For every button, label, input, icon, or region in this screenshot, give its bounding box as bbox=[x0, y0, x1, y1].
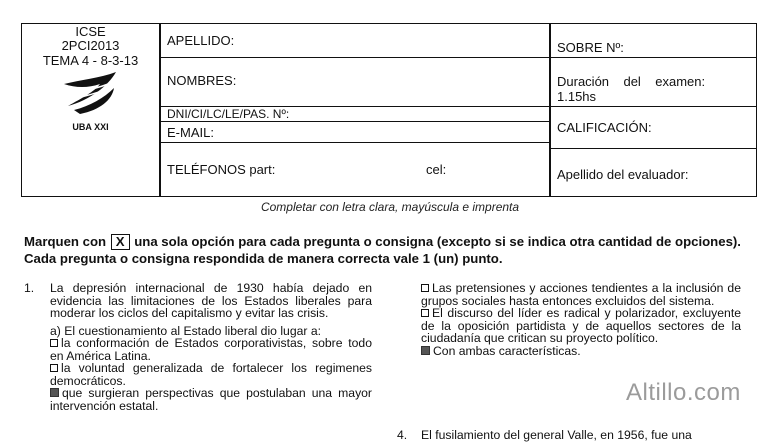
question-subitem: a) El cuestionamiento al Estado liberal dio lugar a: bbox=[50, 323, 321, 338]
question-number: 1. bbox=[24, 281, 35, 295]
evaluador-label: Apellido del evaluador: bbox=[557, 167, 689, 182]
checked-checkbox-icon[interactable] bbox=[50, 388, 59, 397]
instructions-part1: Marquen con bbox=[24, 234, 107, 249]
sobre-label: SOBRE Nº: bbox=[557, 40, 624, 55]
fill-instructions-note: Completar con letra clara, mayúscula e imprenta bbox=[260, 200, 520, 214]
option-item[interactable] bbox=[50, 337, 372, 362]
option-text: la conformación de Estados corporativistas, sobre todo en América Latina. bbox=[50, 336, 372, 363]
checkbox-icon[interactable] bbox=[421, 284, 429, 292]
option-item[interactable] bbox=[421, 307, 741, 345]
option-item[interactable] bbox=[50, 387, 372, 412]
dni-label: DNI/CI/LC/LE/PAS. Nº: bbox=[167, 107, 290, 121]
exam-instructions bbox=[24, 233, 756, 267]
option-text: que surgieran perspectivas que postulaban una mayor intervención estatal. bbox=[50, 386, 372, 413]
option-item[interactable] bbox=[421, 345, 741, 358]
email-label: E-MAIL: bbox=[167, 125, 214, 140]
table-divider bbox=[549, 57, 757, 58]
instructions-part2: una sola opción para cada pregunta o consigna (excepto si se indica otra cantidad de opciones). Cada pregunta o consigna respondida de manera correcta vale 1 (un) punto. bbox=[24, 234, 741, 266]
cel-label: cel: bbox=[426, 162, 447, 177]
checkbox-icon[interactable] bbox=[50, 364, 58, 372]
checkbox-icon[interactable] bbox=[421, 309, 429, 317]
watermark: Altillo.com bbox=[626, 379, 741, 406]
logo-caption: UBA XXI bbox=[72, 122, 109, 132]
calificacion-label: CALIFICACIÓN: bbox=[557, 120, 652, 135]
table-divider bbox=[159, 142, 549, 143]
question-4-text: El fusilamiento del general Valle, en 1956, fue una bbox=[421, 428, 692, 442]
option-text: Las pretensiones y acciones tendientes a la inclusión de grupos sociales hasta entonces excluidos del sistema. bbox=[421, 281, 741, 308]
institution-label: ICSE bbox=[75, 24, 106, 39]
option-item[interactable] bbox=[50, 362, 372, 387]
nombres-label: NOMBRES: bbox=[167, 73, 237, 88]
question-text: La depresión internacional de 1930 había dejado en evidencia las limitaciones de los Estados liberales para moderar los ciclos del capitalismo y evitar las crisis. bbox=[50, 281, 372, 320]
uba-logo-icon bbox=[60, 70, 120, 118]
option-text: El discurso del líder es radical y polarizador, excluyente de la oposición partidista y de aquellos sectores de la ciudadanía que critican su proyecto político. bbox=[421, 306, 741, 345]
course-code: 2PCI2013 bbox=[61, 38, 120, 53]
question-1 bbox=[50, 282, 372, 412]
table-divider bbox=[549, 23, 551, 197]
table-divider bbox=[159, 23, 161, 197]
option-text: Con ambas características. bbox=[433, 343, 581, 358]
option-text: la voluntad generalizada de fortalecer los regimenes democráticos. bbox=[50, 361, 372, 388]
question-number: 4. bbox=[397, 428, 408, 442]
option-item[interactable] bbox=[421, 282, 741, 307]
table-divider bbox=[549, 148, 757, 149]
exam-id: TEMA 4 - 8-3-13 bbox=[42, 53, 139, 68]
table-divider bbox=[159, 57, 549, 58]
checked-checkbox-icon[interactable] bbox=[421, 346, 430, 355]
mark-example-box: X bbox=[111, 234, 130, 250]
telefonos-label: TELÉFONOS part: bbox=[167, 162, 276, 177]
duracion-value: 1.15hs bbox=[557, 89, 597, 104]
question-3-options bbox=[421, 282, 741, 357]
apellido-label: APELLIDO: bbox=[167, 33, 235, 48]
duracion-label: Duración del examen: bbox=[557, 74, 706, 89]
checkbox-icon[interactable] bbox=[50, 339, 58, 347]
